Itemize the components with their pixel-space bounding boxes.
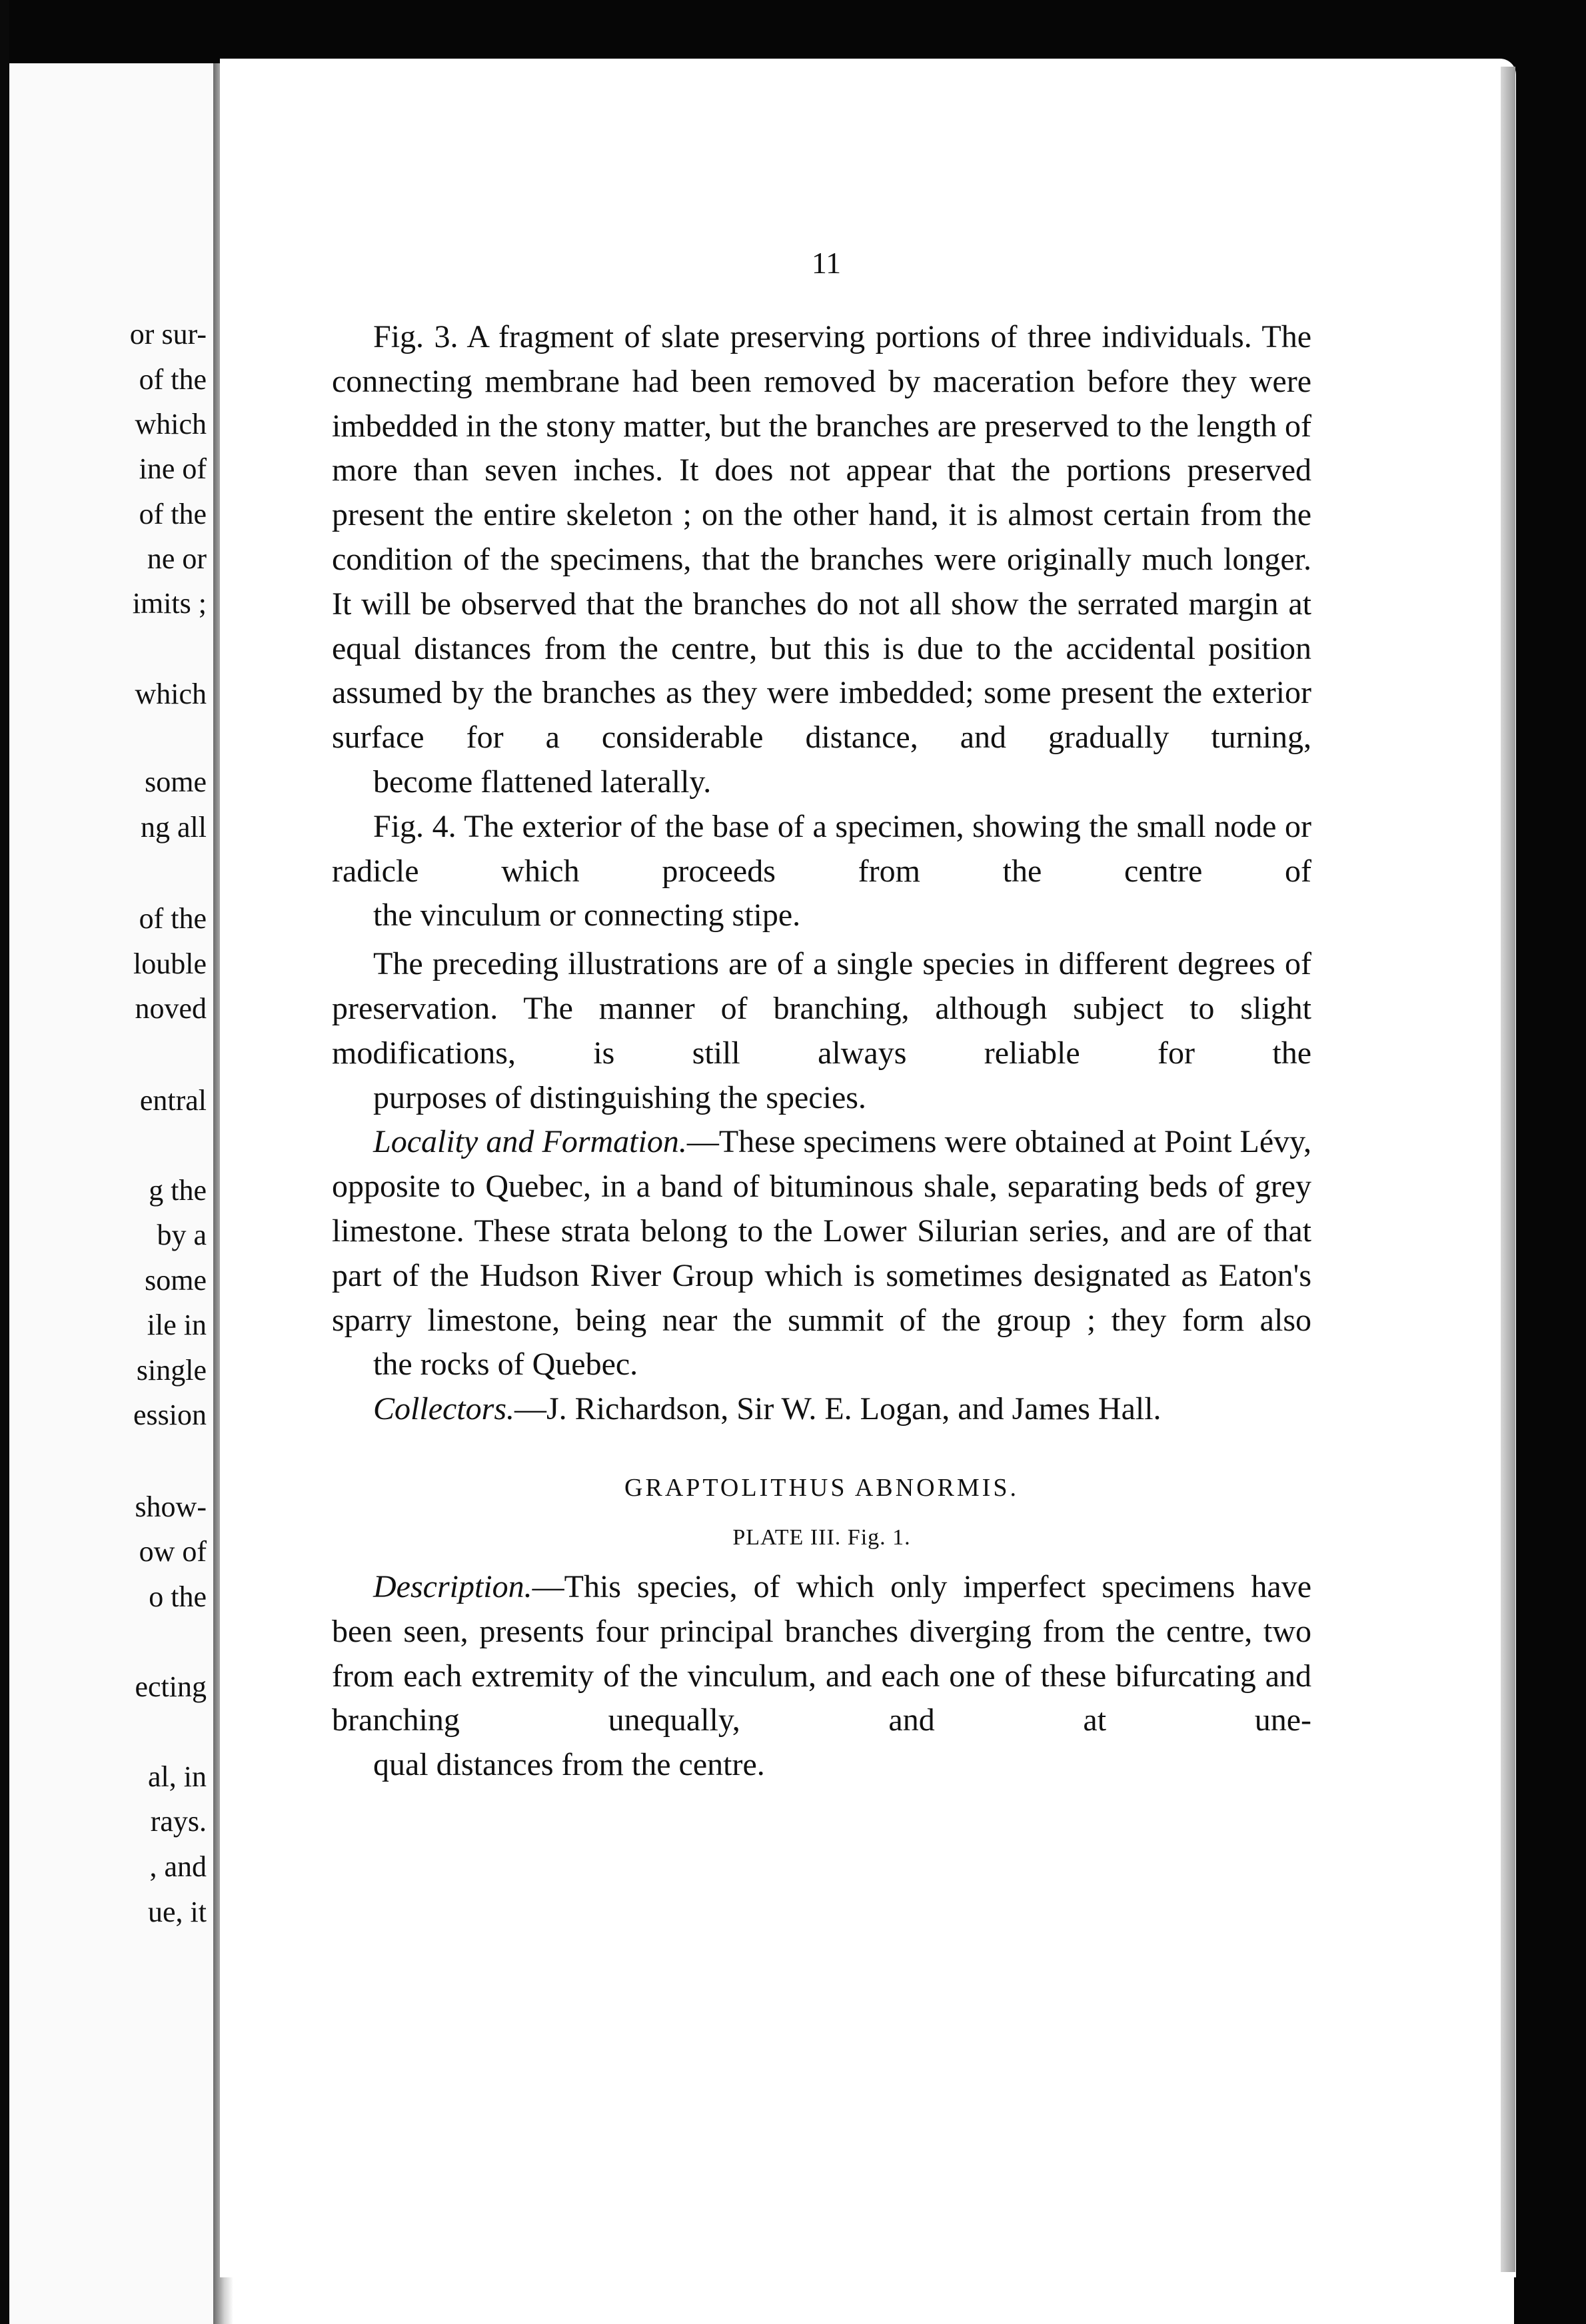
facing-page-line: some: [145, 766, 207, 798]
paragraph-collectors: Collectors.—J. Richardson, Sir W. E. Logan, and James Hall.: [373, 1391, 1162, 1427]
scan-border-left: [0, 0, 9, 2324]
facing-page-line: of the: [139, 498, 207, 530]
collectors-label: Collectors.: [373, 1391, 514, 1427]
facing-page-fragment: [9, 63, 213, 2324]
facing-page-line: show-: [135, 1490, 207, 1523]
description-label: Description.: [373, 1568, 532, 1604]
facing-page-line: or sur-: [129, 318, 207, 350]
facing-page-line: noved: [135, 992, 207, 1025]
facing-page-line: entral: [139, 1084, 207, 1117]
plate-reference: PLATE III. Fig. 1.: [732, 1524, 911, 1550]
facing-page-line: by a: [157, 1219, 207, 1251]
paragraph-description: Description.—This species, of which only imperfect specimens have been seen, presents four principal branches diverging from the centre, two from each extremity of the vinculum, and each one of these bifurcating and branching unequally, and at une- qual distances from the centre.: [332, 1568, 1311, 1783]
facing-page-line: louble: [133, 947, 207, 980]
facing-page-line: ession: [133, 1399, 207, 1431]
facing-page-line: al, in: [148, 1760, 207, 1793]
facing-page-line: some: [145, 1264, 207, 1297]
paragraph-fig4: Fig. 4. The exterior of the base of a specimen, showing the small node or radicle which proceeds from the centre of the vinculum or connecting stipe.: [332, 808, 1311, 933]
paragraph-locality: Locality and Formation.—These specimens were obtained at Point Lévy, opposite to Quebec, in a band of bituminous shale, separating beds of grey limestone. These strata belong to the Lower Silurian series, and are of that part of the Hudson River Group which is sometimes designated as Eaton's sparry limestone, being near the summit of the group ; they form also the rocks of Quebec.: [332, 1124, 1312, 1383]
facing-page-line: ue, it: [148, 1896, 207, 1928]
facing-page-line: o the: [149, 1580, 207, 1613]
facing-page-line: g the: [149, 1174, 207, 1207]
facing-page-line: which: [135, 408, 207, 440]
page-edge-shadow: [1501, 67, 1515, 2272]
page-body: [332, 315, 1311, 1788]
section-heading: GRAPTOLITHUS ABNORMIS.: [624, 1473, 1019, 1502]
paragraph-preceding: The preceding illustrations are of a single species in different degrees of preservation. The manner of branching, although subject to slight modifications, is still always reliable for the purposes of distinguishing the species.: [332, 946, 1311, 1115]
page-number: 11: [811, 246, 842, 280]
facing-page-line: imits ;: [132, 587, 207, 620]
facing-page-line: of the: [139, 363, 207, 396]
facing-page-line: ng all: [141, 811, 207, 844]
paragraph-fig3: Fig. 3. A fragment of slate preserving portions of three individuals. The connecting membrane had been removed by maceration before they were imbedded in the stony matter, but the branches are preserved to the length of more than seven inches. It does not appear that the portions preserved present the entire skeleton ; on the other hand, it is almost certain from the condition of the specimens, that the branches were originally much longer. It will be observed that the branches do not all show the serrated margin at equal distances from the centre, but this is due to the accidental position assumed by the branches as they were imbedded; some present the exterior surface for a considerable distance, and gradually turning, become flattened laterally.: [332, 319, 1311, 800]
facing-page-line: ine of: [139, 452, 207, 485]
facing-page-line: which: [135, 678, 207, 710]
scan-border-right: [1514, 0, 1586, 2324]
locality-label: Locality and Formation.: [373, 1124, 687, 1160]
facing-page-line: ne or: [147, 542, 207, 575]
facing-page-line: single: [136, 1354, 207, 1387]
facing-page-line: ow of: [139, 1535, 207, 1568]
facing-page-line: rays.: [150, 1805, 207, 1838]
facing-page-line: of the: [139, 902, 207, 935]
facing-page-line: , and: [149, 1850, 207, 1883]
facing-page-line: ile in: [147, 1309, 207, 1341]
facing-page-line: ecting: [135, 1670, 207, 1703]
